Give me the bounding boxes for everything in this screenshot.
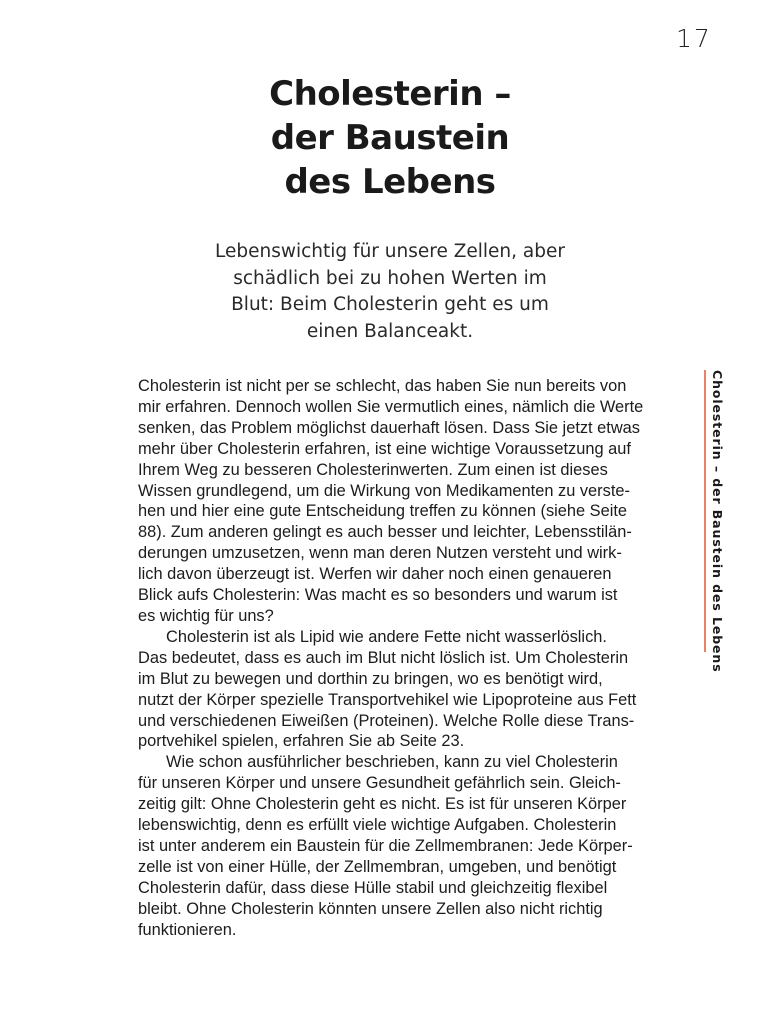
title-line: des Lebens (284, 162, 496, 202)
text-line: Cholesterin dafür, dass diese Hülle stabil und gleichzeitig flexibel (138, 878, 608, 897)
text-line: senken, das Problem möglichst dauerhaft lösen. Dass Sie jetzt etwas (138, 418, 640, 437)
chapter-title (180, 72, 600, 204)
subtitle-line: einen Balanceakt. (306, 320, 474, 342)
text-line: lich davon überzeugt ist. Werfen wir daher noch einen genaueren (138, 565, 612, 584)
text-line: funktionieren. (138, 920, 237, 939)
side-tab-label: Cholesterin – der Baustein des Lebens (710, 370, 725, 673)
text-line: hen und hier eine gute Entscheidung treffen zu können (siehe Seite (138, 502, 628, 521)
text-line: zeitig gilt: Ohne Cholesterin geht es nicht. Es ist für unseren Körper (138, 795, 627, 814)
paragraph-3 (138, 752, 658, 940)
text-line: es wichtig für uns? (138, 606, 274, 625)
text-line: ist unter anderem ein Baustein für die Zellmembranen: Jede Körper- (138, 836, 633, 855)
title-line: der Baustein (270, 118, 510, 158)
text-line: mehr über Cholesterin erfahren, ist eine wichtige Voraussetzung auf (138, 439, 631, 458)
text-line: Blick aufs Cholesterin: Was macht es so besonders und warum ist (138, 586, 618, 605)
chapter-side-tab (704, 370, 728, 673)
body-text (138, 376, 658, 940)
text-line: Ihrem Weg zu besseren Cholesterinwerten. Zum einen ist dieses (138, 460, 608, 479)
text-line: portvehikel spielen, erfahren Sie ab Seite 23. (138, 732, 465, 751)
title-line: Cholesterin – (269, 74, 511, 114)
text-line: lebenswichtig, denn es erfüllt viele wichtige Aufgaben. Cholesterin (138, 816, 617, 835)
text-line: Das bedeutet, dass es auch im Blut nicht löslich ist. Um Cholesterin (138, 648, 629, 667)
subtitle-line: Blut: Beim Cholesterin geht es um (231, 294, 549, 315)
text-line: 88). Zum anderen gelingt es auch besser und leichter, Lebensstilän- (138, 523, 632, 542)
subtitle-line: Lebenswichtig für unsere Zellen, aber (215, 241, 565, 262)
chapter-subtitle (190, 239, 590, 345)
paragraph-1 (138, 376, 658, 627)
text-line: Cholesterin ist als Lipid wie andere Fette nicht wasserlöslich. (166, 627, 607, 646)
text-line: Wissen grundlegend, um die Wirkung von Medikamenten zu verste- (138, 481, 630, 500)
text-line: zelle ist von einer Hülle, der Zellmembran, umgeben, und benötigt (138, 857, 617, 876)
text-line: für unseren Körper und unsere Gesundheit gefährlich sein. Gleich- (138, 774, 621, 793)
text-line: mir erfahren. Dennoch wollen Sie vermutlich eines, nämlich die Werte (138, 397, 644, 416)
page-number: 17 (676, 24, 712, 53)
paragraph-2 (138, 627, 658, 752)
text-line: nutzt der Körper spezielle Transportvehikel wie Lipoproteine aus Fett (138, 690, 637, 709)
text-line: bleibt. Ohne Cholesterin könnten unsere Zellen also nicht richtig (138, 899, 603, 918)
text-line: derungen umzusetzen, wenn man deren Nutzen versteht und wirk- (138, 544, 622, 563)
subtitle-line: schädlich bei zu hohen Werten im (233, 267, 547, 289)
text-line: Wie schon ausführlicher beschrieben, kann zu viel Cholesterin (166, 753, 618, 772)
text-line: im Blut zu bewegen und dorthin zu bringen, wo es benötigt wird, (138, 669, 603, 688)
text-line: Cholesterin ist nicht per se schlecht, das haben Sie nun bereits von (138, 377, 627, 395)
text-line: und verschiedenen Eiweißen (Proteinen). Welche Rolle diese Trans- (138, 711, 635, 730)
